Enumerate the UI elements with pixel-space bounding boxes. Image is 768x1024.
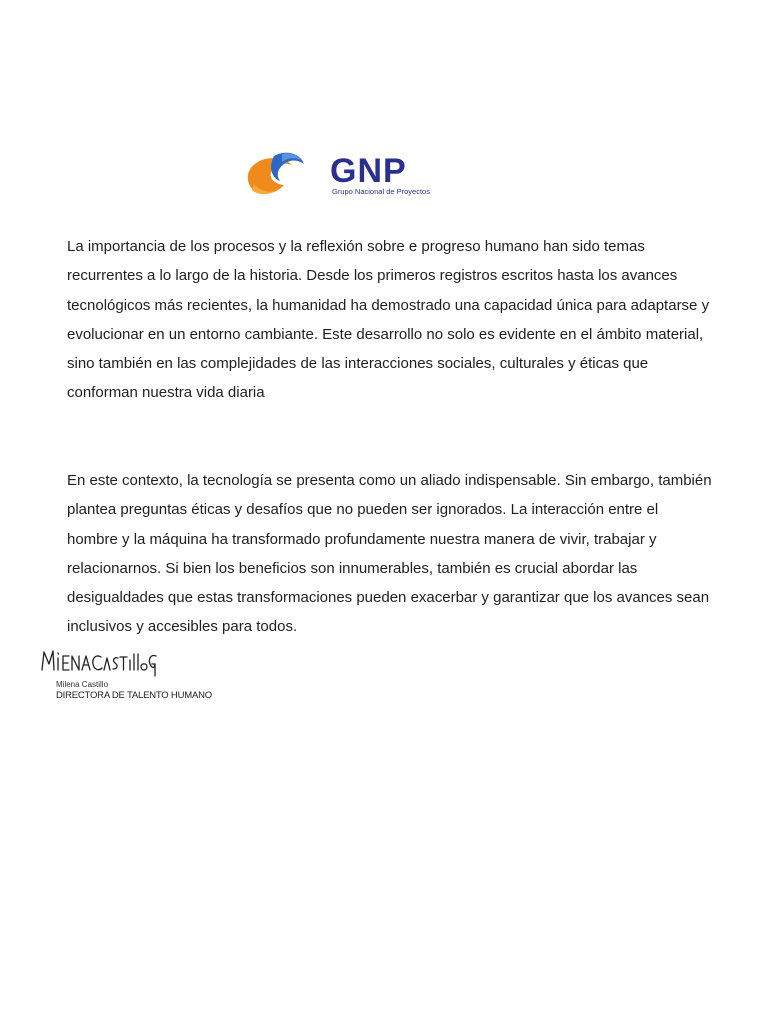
gnp-swirl-logo-icon (248, 153, 304, 194)
handwritten-signature (38, 644, 158, 680)
logo-wordmark: GNP (330, 152, 407, 190)
body-paragraph: La importancia de los procesos y la reflexión sobre e progreso humano han sido temas recurrentes a lo largo de la historia. Desde los primeros registros escritos hasta los avances tecnológicos más recientes, la humanidad ha demostrado una capacidad única para adaptarse y evolucionar en un entorno cambiante. Este desarrollo no solo es evidente en el ámbito material, sino también en las complejidades de las interacciones sociales, culturales y éticas que conforman nuestra vida diaria (67, 238, 710, 402)
signer-name: Milena Castillo (56, 680, 109, 689)
company-logo (244, 150, 508, 200)
signer-title: DIRECTORA DE TALENTO HUMANO (56, 690, 212, 701)
logo-tagline: Grupo Nacional de Proyectos (332, 187, 430, 196)
body-paragraph: En este contexto, la tecnología se presenta como un aliado indispensable. Sin embargo, también plantea preguntas éticas y desafíos que no pueden ser ignorados. La interacción entre el hombre y la máquina ha transformado profundamente nuestra manera de vivir, trabajar y relacionarnos. Si bien los beneficios son innumerables, también es crucial abordar las desigualdades que estas transformaciones pueden exacerbar y garantizar que los avances sean inclusivos y accesibles para todos. (67, 472, 712, 636)
